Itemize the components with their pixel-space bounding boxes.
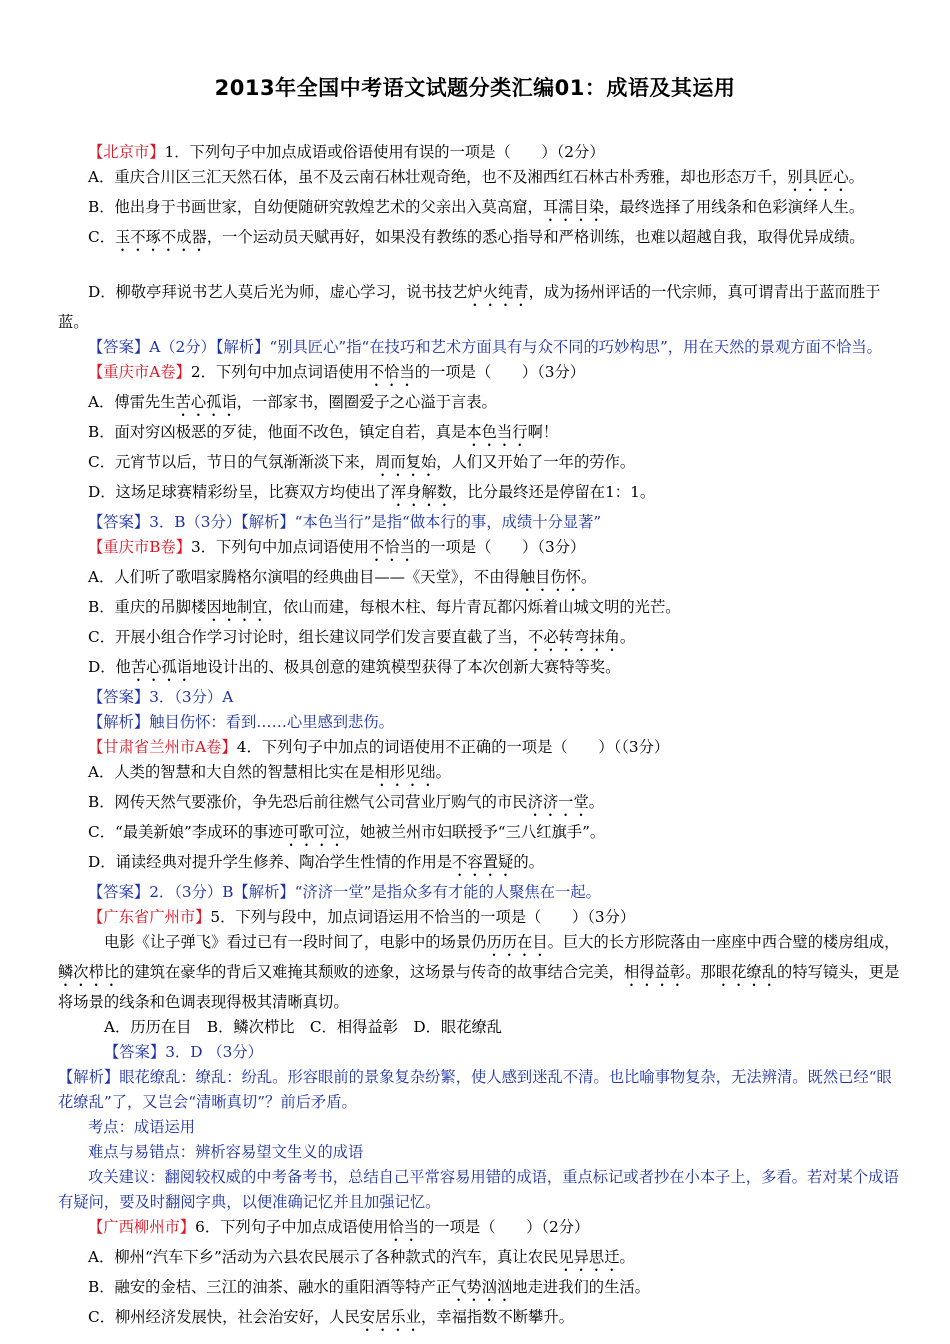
question-1-option-c: [58, 225, 900, 255]
text-run: 。: [580, 568, 597, 586]
question-2-option-d: [58, 480, 900, 510]
text-run: ，成为扬州评话的一代宗师，真可谓青出于蓝而胜于蓝。: [58, 283, 881, 331]
question-6-option-a: [58, 1245, 900, 1275]
question-3-option-c: [58, 625, 900, 655]
text-run: 。: [588, 793, 605, 811]
text-run: A．重庆合川区三汇天然石体，虽不及云南石林壮观奇绝，也不及湘西红石林古朴秀雅，却也形态万千，: [88, 168, 788, 186]
region-label: 【重庆市B卷】: [88, 538, 192, 556]
dotted-idiom: 见异思迁: [558, 1248, 620, 1266]
dotted-idiom: 炉火纯青: [467, 283, 529, 301]
question-6-option-b: [58, 1275, 900, 1305]
text-run: ，比分最终还是停留在1：1。: [452, 483, 656, 501]
text-run: C．开展小组合作学习讨论时，组长建议同学们发言要直截了当，: [88, 628, 529, 646]
text-run: 的一项是（ ）（3分）: [414, 363, 586, 381]
question-5-passage: [58, 930, 900, 1015]
question-4-option-d: [58, 850, 900, 880]
text-run: 电影《让子弹飞》看过已有一段时间了，电影中的场景仍: [104, 933, 487, 951]
dotted-idiom: 耳濡目染: [542, 198, 605, 216]
text-run: D．诵读经典对提升学生修养、陶冶学生性情的作用是: [88, 853, 453, 871]
dotted-idiom: 触目伤怀: [519, 568, 581, 586]
text-run: D．柳敬亭拜说书艺人莫后光为师，虚心学习，说书技艺: [88, 283, 468, 301]
dotted-idiom: 不必转弯抹角: [528, 628, 620, 646]
text-run: 的一项是（ ）（2分）: [419, 1218, 590, 1236]
question-6-stem: [58, 1215, 900, 1245]
text-run: B．他出身于书画世家，自幼便随研究敦煌艺术的父亲出入莫高窟，: [88, 198, 543, 216]
page-title: 2013年全国中考语文试题分类汇编01：成语及其运用: [214, 76, 736, 100]
dotted-idiom: 别具匠心: [787, 168, 849, 186]
text-run: 。那: [685, 963, 716, 981]
text-run: 啊！: [527, 423, 559, 441]
question-3-stem: [58, 535, 900, 565]
question-6-option-c: [58, 1305, 900, 1335]
text-run: ，最终选择了用线条和色彩演绎人生。: [604, 198, 865, 216]
dotted-idiom: 相得益彰: [624, 963, 686, 981]
text-run: C．柳州经济发展快，社会治安好，人民: [88, 1308, 360, 1326]
question-4-stem: [58, 735, 900, 760]
text-run: 3．下列句中加点词语使用: [191, 538, 370, 556]
question-2-option-c: [58, 450, 900, 480]
dotted-idiom: 可歌可泣: [283, 823, 345, 841]
question-3-option-d: [58, 655, 900, 685]
question-5-analysis: 【解析】眼花缭乱：缭乱：纷乱。形容眼前的景象复杂纷繁，使人感到迷乱不清。也比喻事物复杂，无法辨清。既然已经“眼花缭乱”了，又岂会“清晰真切”？前后矛盾。: [58, 1068, 892, 1111]
dotted-idiom: 济济一堂: [527, 793, 589, 811]
text-run: 地走进我们的生活。: [512, 1278, 650, 1296]
question-1-stem: [58, 140, 900, 165]
text-run: 的建筑在豪华的背后又难掩其颓败的迹象，这场景与传奇的故事结合完美，: [119, 963, 625, 981]
text-run: 恰当: [388, 1218, 419, 1236]
question-1-answer: 【答案】A（2分）【解析】“别具匠心”指“在技巧和艺术方面具有与众不同的巧妙构思”，用在天然的景观方面不恰当。: [88, 338, 882, 356]
question-5-answer: 【答案】3．D （3分）: [104, 1043, 263, 1061]
text-run: ，她被兰州市妇联授予“三八红旗手”。: [344, 823, 606, 841]
dotted-idiom: 不容置疑: [452, 853, 514, 871]
question-3-analysis: 【解析】触目伤怀：看到……心里感到悲伤。: [88, 713, 394, 731]
question-4-answer: 【答案】2．（3分）B【解析】“济济一堂”是指众多有才能的人聚焦在一起。: [88, 883, 601, 901]
text-run: C．元宵节以后，节日的气氛渐渐淡下来，: [88, 453, 376, 471]
study-advice: 攻关建议：翻阅较权威的中考备考书，总结自己平常容易用错的成语，重点标记或者抄在小本子上，多看。若对某个成语有疑问，要及时翻阅字典，以便准确记忆并且加强记忆。: [58, 1168, 899, 1211]
text-run: ，人们又开始了一年的劳作。: [436, 453, 636, 471]
text-run: A．柳州“汽车下乡”活动为六县农民展示了各种款式的汽车，真让农民: [88, 1248, 559, 1266]
text-run: 1．下列句子中加点成语或俗语使用有误的一项是（ ）（2分）: [164, 143, 605, 161]
text-run: 。: [435, 763, 451, 781]
text-run: 的。: [513, 853, 544, 871]
text-run: ，一部家书，圈圈爱子之心溢于言表。: [236, 393, 497, 411]
text-run: B．融安的金桔、三江的油茶、融水的重阳酒等特产正: [88, 1278, 452, 1296]
text-run: D．他: [88, 658, 131, 676]
dotted-idiom: 浑身解数: [390, 483, 453, 501]
text-run: 不恰当: [368, 363, 415, 381]
text-run: 。: [848, 168, 864, 186]
dotted-idiom: 苦心孤诣: [175, 393, 237, 411]
text-run: C．“最美新娘”李成环的事迹: [88, 823, 284, 841]
question-3-option-b: [58, 595, 900, 625]
dotted-idiom: 苦心孤诣: [130, 658, 193, 676]
dotted-idiom: 相形见绌: [374, 763, 436, 781]
text-run: 5．下列与段中，加点词语运用不恰当的一项是（ ）（3分）: [210, 908, 636, 926]
question-2-option-b: [58, 420, 900, 450]
dotted-idiom: 本色当行: [466, 423, 528, 441]
question-1-option-a: [58, 165, 900, 195]
text-run: ，依山而建，每根木柱、每片青瓦都闪烁着山城文明的光芒。: [267, 598, 681, 616]
question-2-answer: 【答案】3．B（3分）【解析】“本色当行”是指“做本行的事，成绩十分显著”: [88, 513, 602, 531]
text-run: A．人们听了歌唱家腾格尔演唱的经典曲目——《天堂》，不由得: [88, 568, 520, 586]
text-run: 的特写镜头，更是将场景的线条和色调表现得极其清晰真切。: [58, 963, 900, 1011]
question-1-option-b: [58, 195, 900, 225]
text-run: B．重庆的吊脚楼: [88, 598, 207, 616]
question-5-options: A．历历在目 B．鳞次栉比 C．相得益彰 D．眼花缭乱: [104, 1018, 503, 1036]
text-run: D．这场足球赛精彩纷呈，比赛双方均使出了: [88, 483, 391, 501]
region-label: 【重庆市A卷】: [88, 363, 191, 381]
region-label: 【广西柳州市】: [88, 1218, 196, 1236]
text-run: C．: [88, 228, 116, 246]
text-run: 的一项是（ ）（3分）: [414, 538, 586, 556]
dotted-idiom: 眼花缭乱: [715, 963, 778, 981]
text-run: 。: [619, 628, 636, 646]
question-5-stem: [58, 905, 900, 930]
question-3-answer: 【答案】3．（3分）A: [88, 688, 234, 706]
region-label: 【广东省广州市】: [88, 908, 211, 926]
text-run: ，一个运动员天赋再好，如果没有教练的悉心指导和严格训练，也难以超越自我，取得优异成绩。: [206, 228, 865, 246]
dotted-idiom: 气势汹汹: [451, 1278, 513, 1296]
difficulty-note: 难点与易错点：辨析容易望文生义的成语: [88, 1143, 364, 1161]
dotted-idiom: 因地制宜: [206, 598, 268, 616]
text-run: ，幸福指数不断攀升。: [420, 1308, 574, 1326]
dotted-idiom: 历历在目: [486, 933, 548, 951]
region-label: 【北京市】: [88, 143, 165, 161]
text-run: A．人类的智慧和大自然的智慧相比实在是: [88, 763, 375, 781]
question-2-stem: [58, 360, 900, 390]
question-1-option-d: [58, 280, 900, 335]
question-4-option-a: [58, 760, 900, 790]
kaodian-note: 考点：成语运用: [88, 1118, 196, 1136]
text-run: 。: [619, 1248, 635, 1266]
question-3-option-a: [58, 565, 900, 595]
text-run: B．面对穷凶极恶的歹徒，他面不改色，镇定自若，真是: [88, 423, 467, 441]
dotted-idiom: 安居乐业: [359, 1308, 421, 1326]
text-run: 。巨大的长方形院落由一座座中西合璧的楼房组成，: [547, 933, 900, 951]
text-run: A．傅雷先生: [88, 393, 176, 411]
text-run: 6．下列句子中加点成语使用: [195, 1218, 389, 1236]
question-4-option-b: [58, 790, 900, 820]
document-body: [58, 140, 900, 1335]
text-run: B．网传天然气要涨价，争先恐后前往燃气公司营业厅购气的市民: [88, 793, 528, 811]
text-run: 2．下列句中加点词语使用: [190, 363, 369, 381]
dotted-idiom: 玉不琢不成器: [115, 228, 207, 246]
region-label: 【甘肃省兰州市A卷】: [88, 738, 237, 756]
dotted-idiom: 周而复始: [375, 453, 437, 471]
text-run: 4．下列句子中加点的词语使用不正确的一项是（ ）（（3分）: [236, 738, 670, 756]
text-run: 不恰当: [369, 538, 415, 556]
question-2-option-a: [58, 390, 900, 420]
spacer: [58, 255, 900, 280]
dotted-idiom: 鳞次栉比: [58, 963, 120, 981]
text-run: 地设计出的、极具创意的建筑模型获得了本次创新大赛特等奖。: [192, 658, 621, 676]
question-4-option-c: [58, 820, 900, 850]
